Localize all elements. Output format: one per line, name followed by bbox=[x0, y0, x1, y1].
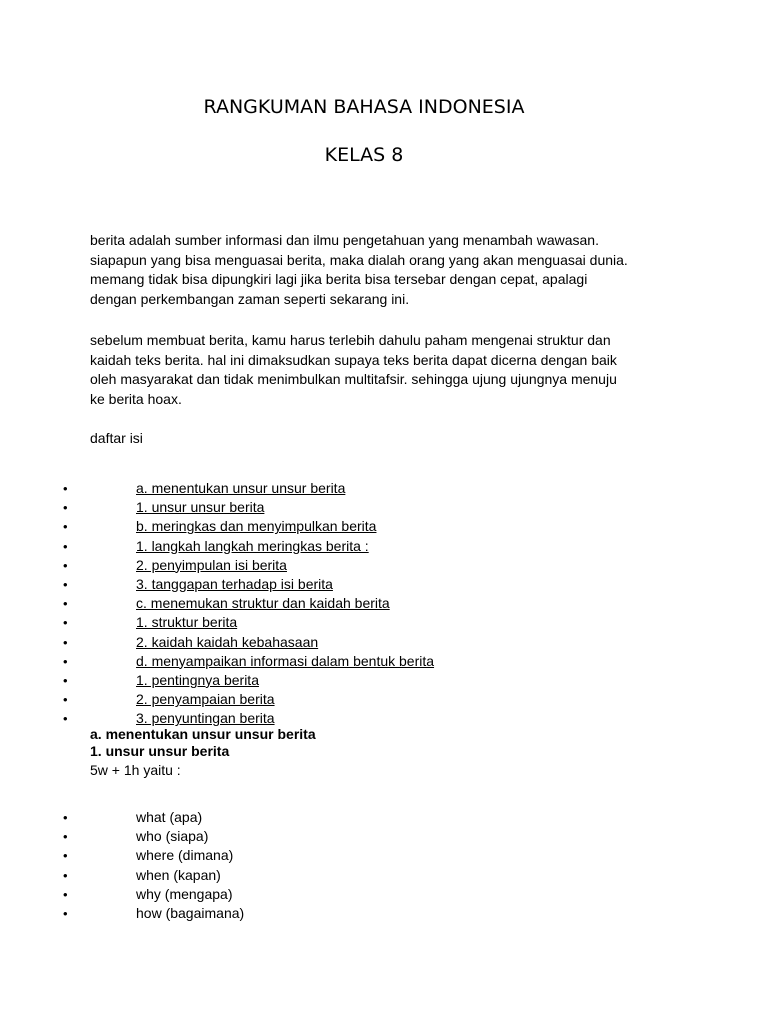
bullet-icon: • bbox=[63, 481, 68, 496]
toc-link[interactable]: a. menentukan unsur unsur berita bbox=[136, 480, 346, 496]
bullet-icon: • bbox=[63, 905, 68, 921]
bullet-icon: • bbox=[63, 653, 68, 669]
intro-paragraph bbox=[90, 231, 690, 309]
toc-link[interactable]: b. meringkas dan menyimpulkan berita bbox=[136, 518, 377, 535]
toc-link[interactable]: c. menemukan struktur dan kaidah berita bbox=[136, 595, 390, 612]
list-item-text: when (kapan) bbox=[136, 866, 221, 883]
bullet-icon: • bbox=[63, 538, 68, 554]
toc-label: daftar isi bbox=[90, 430, 143, 446]
toc-link[interactable]: 2. kaidah kaidah kebahasaan bbox=[136, 633, 319, 650]
paragraph-line: oleh masyarakat dan tidak menimbulkan multitafsir. sehingga ujung ujungnya menuju bbox=[90, 371, 617, 387]
bullet-icon: • bbox=[63, 576, 68, 592]
list-item-text: why (mengapa) bbox=[136, 885, 233, 902]
bullet-icon: • bbox=[63, 634, 68, 650]
bullet-icon: • bbox=[63, 519, 68, 535]
bullet-icon: • bbox=[63, 711, 68, 727]
paragraph-line: siapapun yang bisa menguasai berita, maka dialah orang yang akan menguasai dunia. bbox=[90, 251, 628, 268]
subsection-heading: 1. unsur unsur berita bbox=[90, 743, 230, 759]
paragraph-line: berita adalah sumber informasi dan ilmu pengetahuan yang menambah wawasan. bbox=[90, 232, 599, 248]
toc-link[interactable]: 2. penyimpulan isi berita bbox=[136, 556, 287, 573]
bullet-icon: • bbox=[63, 557, 68, 573]
toc-link[interactable]: 2. penyampaian berita bbox=[136, 691, 275, 708]
toc-link[interactable]: 3. penyuntingan berita bbox=[136, 710, 275, 727]
bullet-icon: • bbox=[63, 867, 68, 883]
section-heading: a. menentukan unsur unsur berita bbox=[90, 726, 316, 742]
list-item-text: who (siapa) bbox=[136, 828, 209, 845]
bullet-icon: • bbox=[63, 848, 68, 864]
bullet-icon: • bbox=[63, 672, 68, 688]
document-title: RANGKUMAN BAHASA INDONESIA bbox=[203, 96, 525, 118]
bullet-icon: • bbox=[63, 829, 68, 845]
paragraph-line: sebelum membuat berita, kamu harus terlebih dahulu paham mengenai struktur dan bbox=[90, 332, 611, 348]
document-subtitle: KELAS 8 bbox=[324, 144, 404, 166]
bullet-icon: • bbox=[63, 886, 68, 902]
section-intro-text: 5w + 1h yaitu : bbox=[90, 762, 181, 778]
toc-link[interactable]: 1. unsur unsur berita bbox=[136, 499, 265, 516]
bullet-icon: • bbox=[63, 615, 68, 631]
toc-link[interactable]: d. menyampaikan informasi dalam bentuk berita bbox=[136, 652, 435, 669]
toc-link[interactable]: 1. pentingnya berita bbox=[136, 671, 259, 688]
toc-link[interactable]: 3. tanggapan terhadap isi berita bbox=[136, 575, 333, 592]
paragraph-line: ke berita hoax. bbox=[90, 390, 182, 407]
toc-link[interactable]: 1. struktur berita bbox=[136, 614, 238, 631]
paragraph-line: kaidah teks berita. hal ini dimaksudkan supaya teks berita dapat dicerna dengan baik bbox=[90, 351, 617, 368]
list-item-text: where (dimana) bbox=[136, 847, 234, 864]
second-paragraph bbox=[90, 331, 690, 409]
toc-link[interactable]: 1. langkah langkah meringkas berita : bbox=[136, 537, 369, 554]
bullet-icon: • bbox=[63, 810, 68, 825]
bullet-icon: • bbox=[63, 692, 68, 708]
bullet-icon: • bbox=[63, 500, 68, 516]
list-item-text: how (bagaimana) bbox=[136, 904, 245, 921]
list-item-text: what (apa) bbox=[136, 809, 203, 825]
paragraph-line: dengan perkembangan zaman seperti sekarang ini. bbox=[90, 290, 410, 307]
paragraph-line: memang tidak bisa dipungkiri lagi jika berita bisa tersebar dengan cepat, apalagi bbox=[90, 271, 588, 287]
bullet-icon: • bbox=[63, 596, 68, 612]
